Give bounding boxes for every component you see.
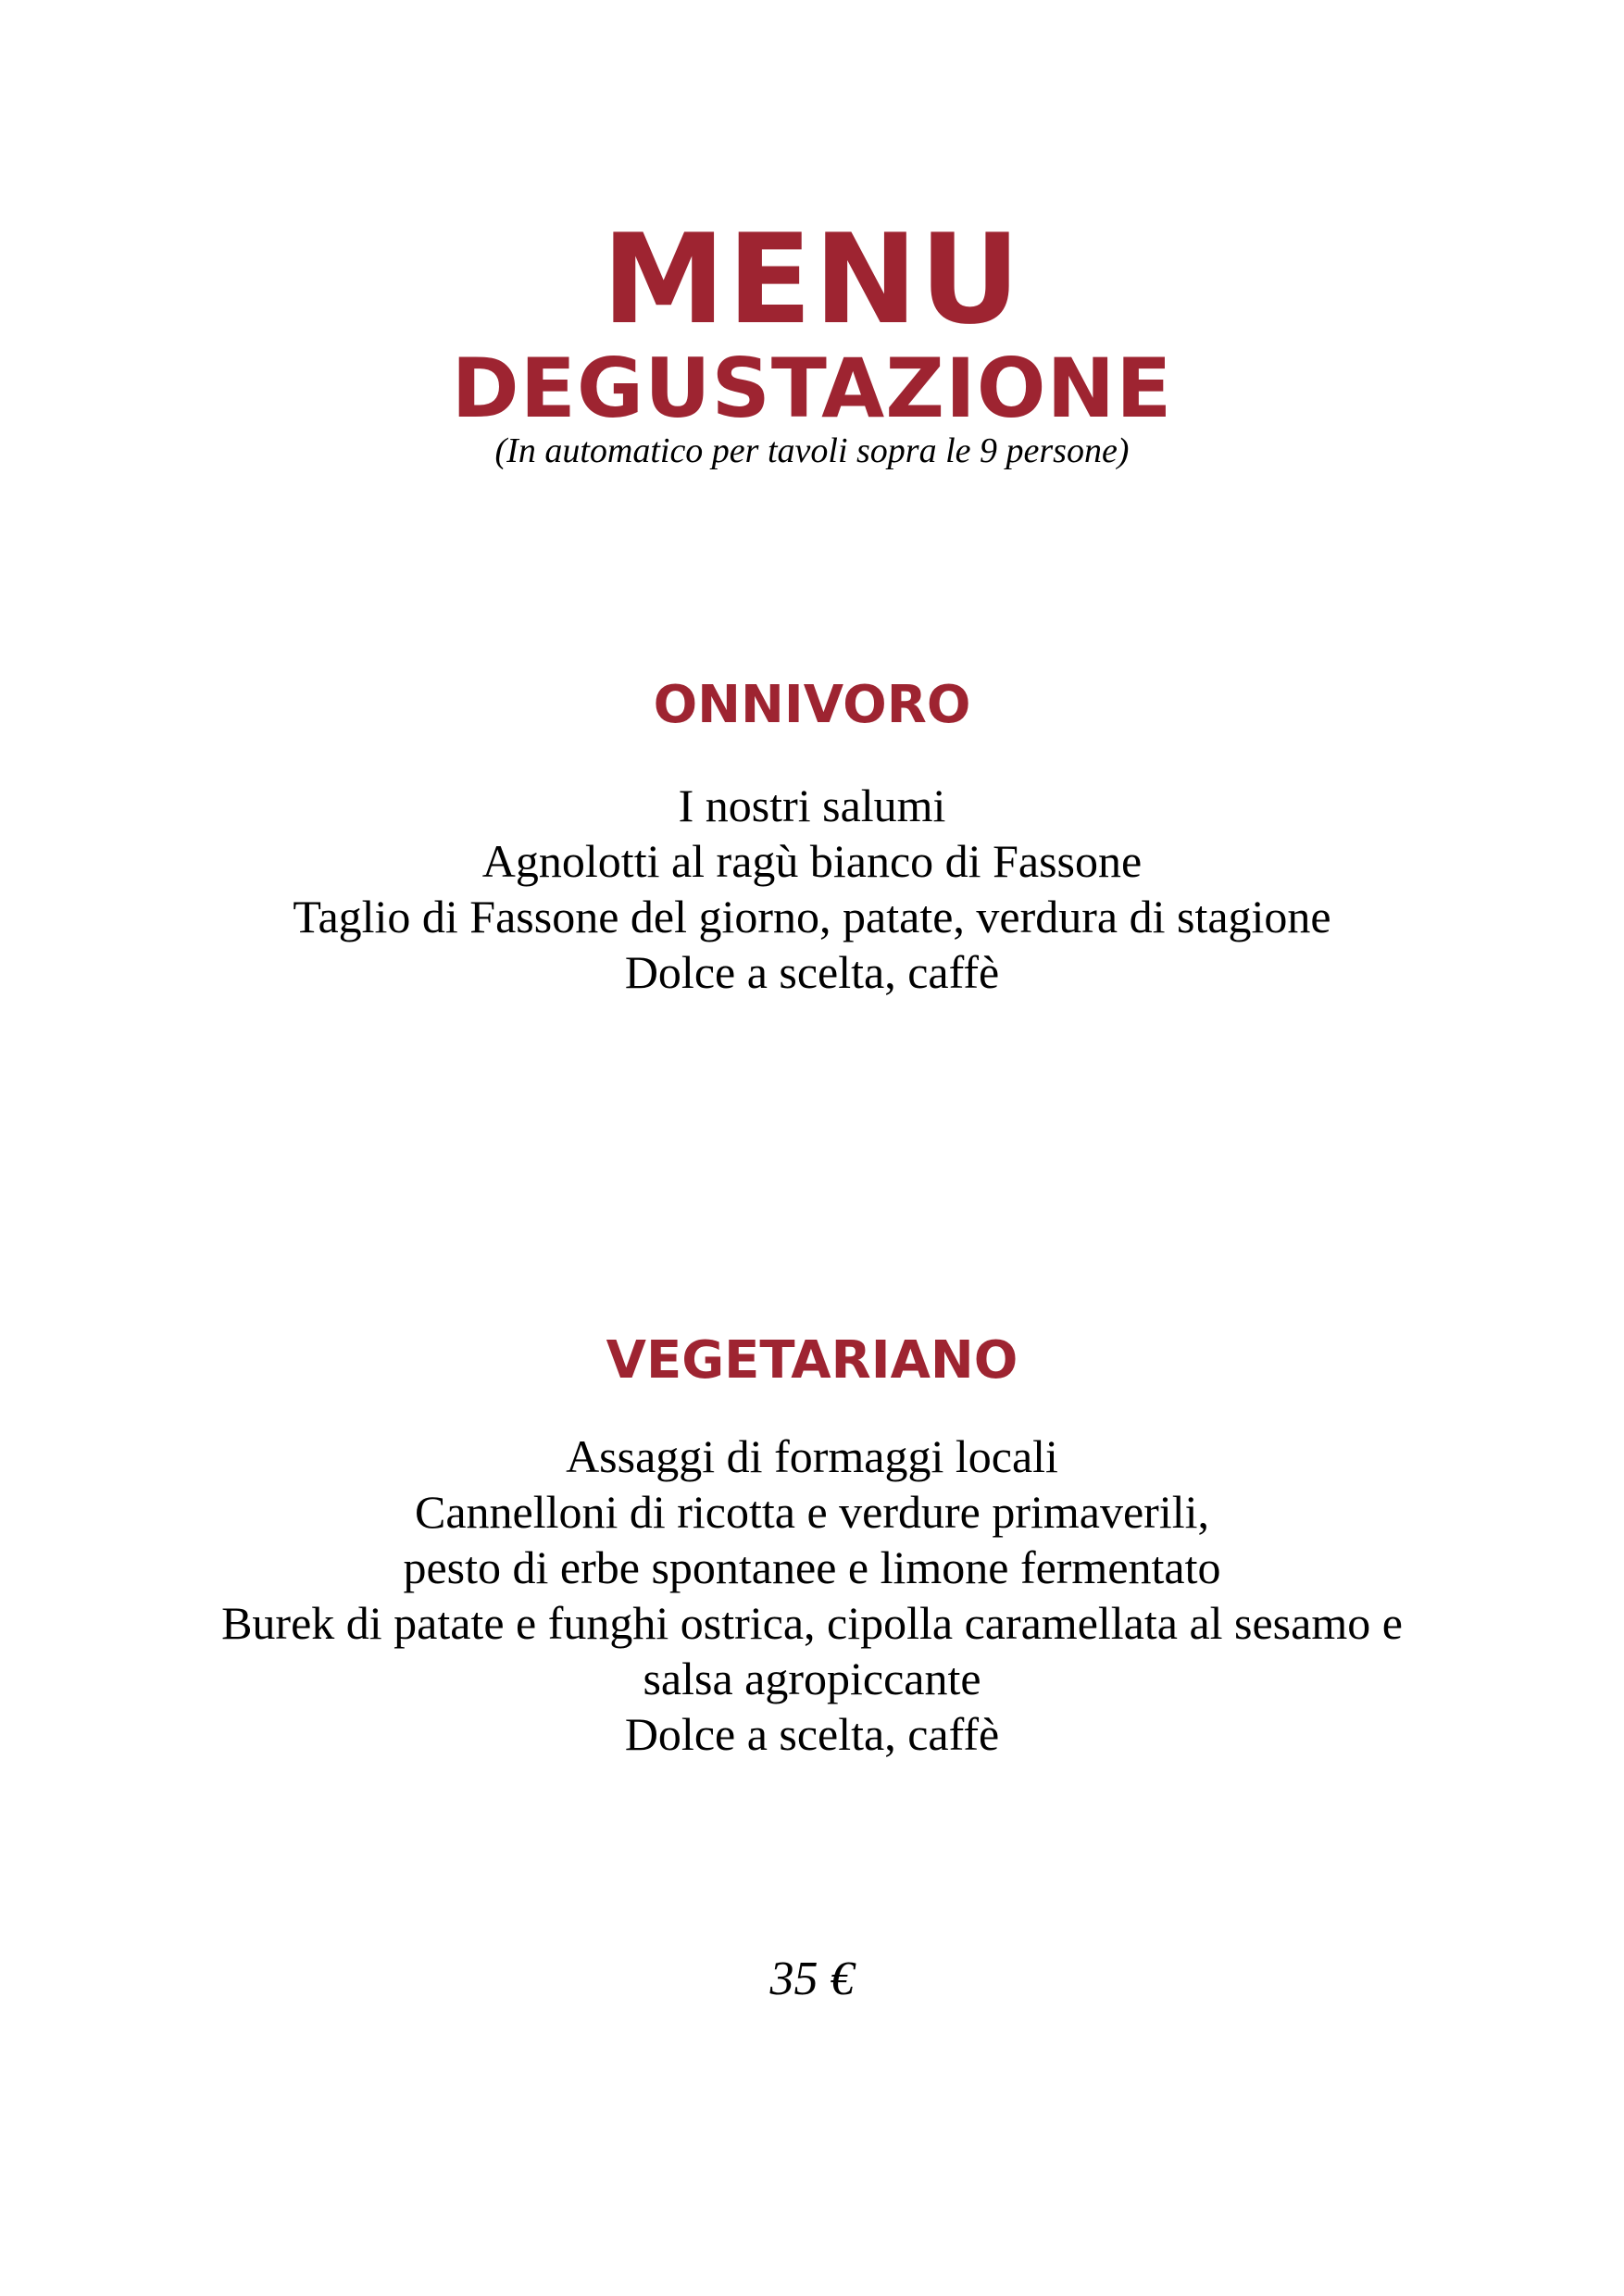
- menu-subtitle: DEGUSTAZIONE: [451, 341, 1173, 436]
- dish-list-onnivoro: [0, 778, 1624, 1000]
- dish-list-vegetariano: [0, 1429, 1624, 1762]
- dish-item: Taglio di Fassone del giorno, patate, verdura di stagione: [293, 891, 1331, 942]
- menu-price: 35 €: [769, 1953, 855, 2005]
- dish-item: Dolce a scelta, caffè: [624, 946, 1000, 998]
- dish-item: Dolce a scelta, caffè: [624, 1708, 1000, 1760]
- dish-item: Agnolotti al ragù bianco di Fassone: [481, 835, 1143, 887]
- dish-item: pesto di erbe spontanee e limone fermentato: [403, 1541, 1221, 1593]
- section-heading-onnivoro: ONNIVORO: [653, 675, 971, 735]
- dish-item: salsa agropiccante: [643, 1653, 981, 1704]
- dish-item: I nostri salumi: [678, 780, 946, 831]
- menu-title: MENU: [602, 207, 1022, 352]
- dish-item: Burek di patate e funghi ostrica, cipolla caramellata al sesamo e: [221, 1597, 1403, 1649]
- menu-note: (In automatico per tavoli sopra le 9 persone): [494, 431, 1130, 470]
- dish-item: Cannelloni di ricotta e verdure primaverili,: [414, 1486, 1210, 1538]
- dish-item: Assaggi di formaggi locali: [566, 1430, 1058, 1482]
- section-heading-vegetariano: VEGETARIANO: [606, 1330, 1018, 1391]
